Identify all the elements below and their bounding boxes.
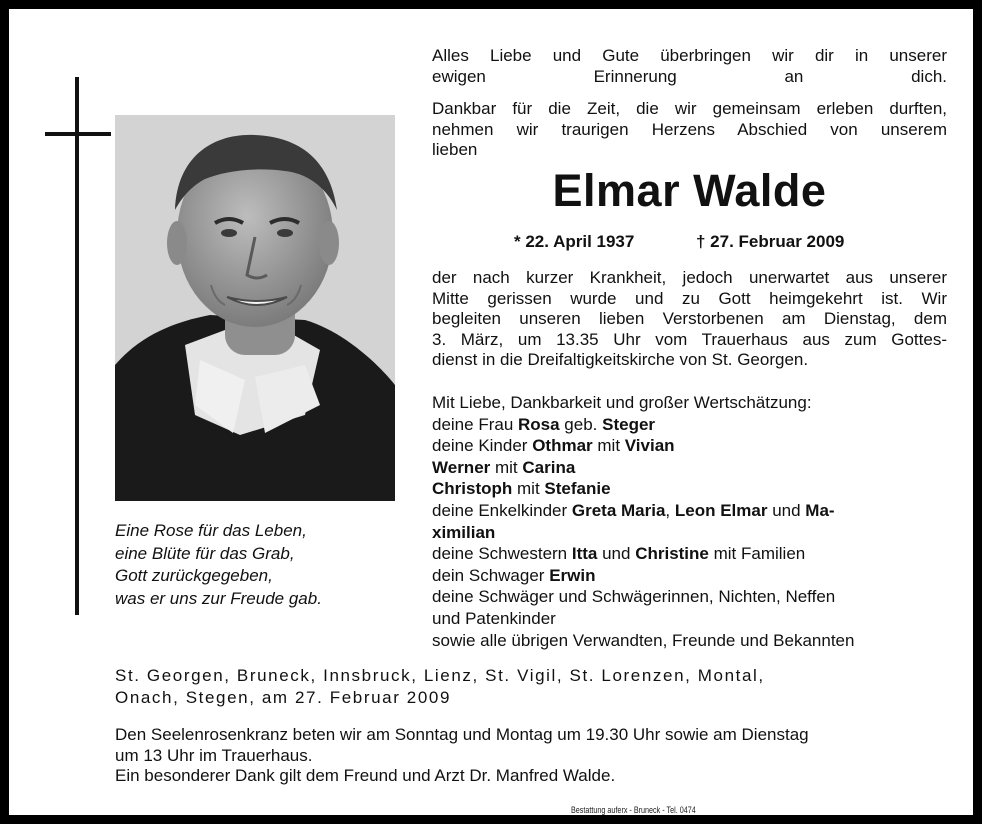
closing-line: um 13 Uhr im Trauerhaus.	[115, 745, 313, 765]
mourner-name: Ma-	[805, 500, 835, 520]
label-text: deine Frau	[432, 414, 518, 434]
wife-row	[432, 414, 947, 436]
mourner-name: Rosa	[518, 414, 560, 434]
memorial-poem	[115, 520, 385, 610]
closing-line: Den Seelenrosenkranz beten wir am Sonntag und Montag um 19.30 Uhr sowie am Dienstag	[115, 725, 809, 744]
announcement-line: Mitte gerissen wurde und zu Gott heimgekehrt ist. Wir	[432, 288, 947, 308]
gratitude-line: lieben	[432, 140, 478, 159]
places-line: Onach, Stegen, am 27. Februar 2009	[115, 688, 452, 707]
grandchildren-row	[432, 500, 947, 522]
mourners-list	[432, 392, 947, 651]
sisters-row	[432, 543, 947, 565]
death-date: † 27. Februar 2009	[696, 232, 845, 251]
poem-line: was er uns zur Freude gab.	[115, 588, 322, 608]
announcement-line: 3. März, um 13.35 Uhr vom Trauerhaus aus zum Gottes-	[432, 329, 947, 349]
brother-in-law-row	[432, 565, 947, 587]
label-text: deine Enkelkinder	[432, 500, 572, 520]
mourner-name: Steger	[602, 414, 656, 434]
mourners-heading: Mit Liebe, Dankbarkeit und großer Wertschätzung:	[432, 393, 812, 412]
announcement-line: begleiten unseren lieben Verstorbenen am Dienstag, dem	[432, 309, 947, 328]
grandchildren-row-cont	[432, 522, 947, 544]
cross-icon-horizontal	[45, 132, 111, 136]
mourner-name: Stefanie	[544, 479, 611, 499]
portrait-illustration	[115, 115, 395, 501]
relatives-row: sowie alle übrigen Verwandten, Freunde und Bekannten	[432, 630, 855, 650]
label-text: und	[597, 544, 636, 564]
mourner-name: Christoph	[432, 479, 513, 499]
places-and-date	[115, 665, 935, 709]
label-text: mit	[490, 457, 523, 477]
closing-notes	[115, 725, 960, 787]
mourner-name: Christine	[635, 544, 709, 564]
label-text: dein Schwager	[432, 565, 550, 585]
gratitude-line: Dankbar für die Zeit, die wir gemeinsam erleben durften,	[432, 99, 947, 118]
in-laws-row-cont: und Patenkinder	[432, 608, 556, 628]
poem-line: Eine Rose für das Leben,	[115, 521, 307, 540]
label-text: mit	[512, 479, 545, 499]
intro-line: Alles Liebe und Gute überbringen wir dir in unserer	[432, 46, 947, 65]
label-text: mit Familien	[708, 544, 806, 564]
label-text: und	[767, 500, 806, 520]
portrait-photo	[115, 115, 395, 501]
mourner-name: Werner	[432, 457, 491, 477]
mourner-name: Itta	[571, 544, 598, 564]
label-text: deine Schwestern	[432, 544, 572, 564]
mourner-name: Vivian	[624, 436, 675, 456]
birth-date: * 22. April 1937	[514, 232, 635, 251]
label-text: geb.	[559, 414, 603, 434]
closing-line: Ein besonderer Dank gilt dem Freund und Arzt Dr. Manfred Walde.	[115, 766, 616, 785]
children-row	[432, 435, 947, 457]
in-laws-row: deine Schwäger und Schwägerinnen, Nichten, Neffen	[432, 587, 836, 607]
announcement-paragraph	[432, 268, 947, 371]
intro-line: ewigen Erinnerung an dich.	[432, 66, 947, 86]
mourner-name: ximilian	[432, 522, 496, 542]
child-row	[432, 457, 947, 479]
mourner-name: Carina	[522, 457, 576, 477]
label-text: ,	[665, 500, 675, 520]
mourner-name: Leon Elmar	[674, 500, 768, 520]
mourner-name: Othmar	[532, 436, 593, 456]
mourner-name: Erwin	[549, 565, 596, 585]
label-text: mit	[592, 436, 625, 456]
mourner-name: Greta Maria	[571, 500, 666, 520]
gratitude-paragraph	[432, 99, 947, 161]
label-text: deine Kinder	[432, 436, 533, 456]
cross-icon-vertical	[75, 77, 79, 615]
gratitude-line: nehmen wir traurigen Herzens Abschied von unserem	[432, 119, 947, 139]
places-line: St. Georgen, Bruneck, Innsbruck, Lienz, St. Vigil, St. Lorenzen, Montal,	[115, 666, 765, 685]
announcement-line: dienst in die Dreifaltigkeitskirche von St. Georgen.	[432, 350, 809, 369]
deceased-name: Elmar Walde	[552, 165, 827, 216]
poem-line: eine Blüte für das Grab,	[115, 543, 295, 563]
announcement-line: der nach kurzer Krankheit, jedoch unerwartet aus unserer	[432, 268, 947, 287]
intro-paragraph	[432, 46, 947, 87]
undertaker-credit: Bestattung auferx - Bruneck - Tel. 0474	[571, 805, 696, 815]
poem-line: Gott zurückgegeben,	[115, 566, 273, 585]
child-row	[432, 478, 947, 500]
